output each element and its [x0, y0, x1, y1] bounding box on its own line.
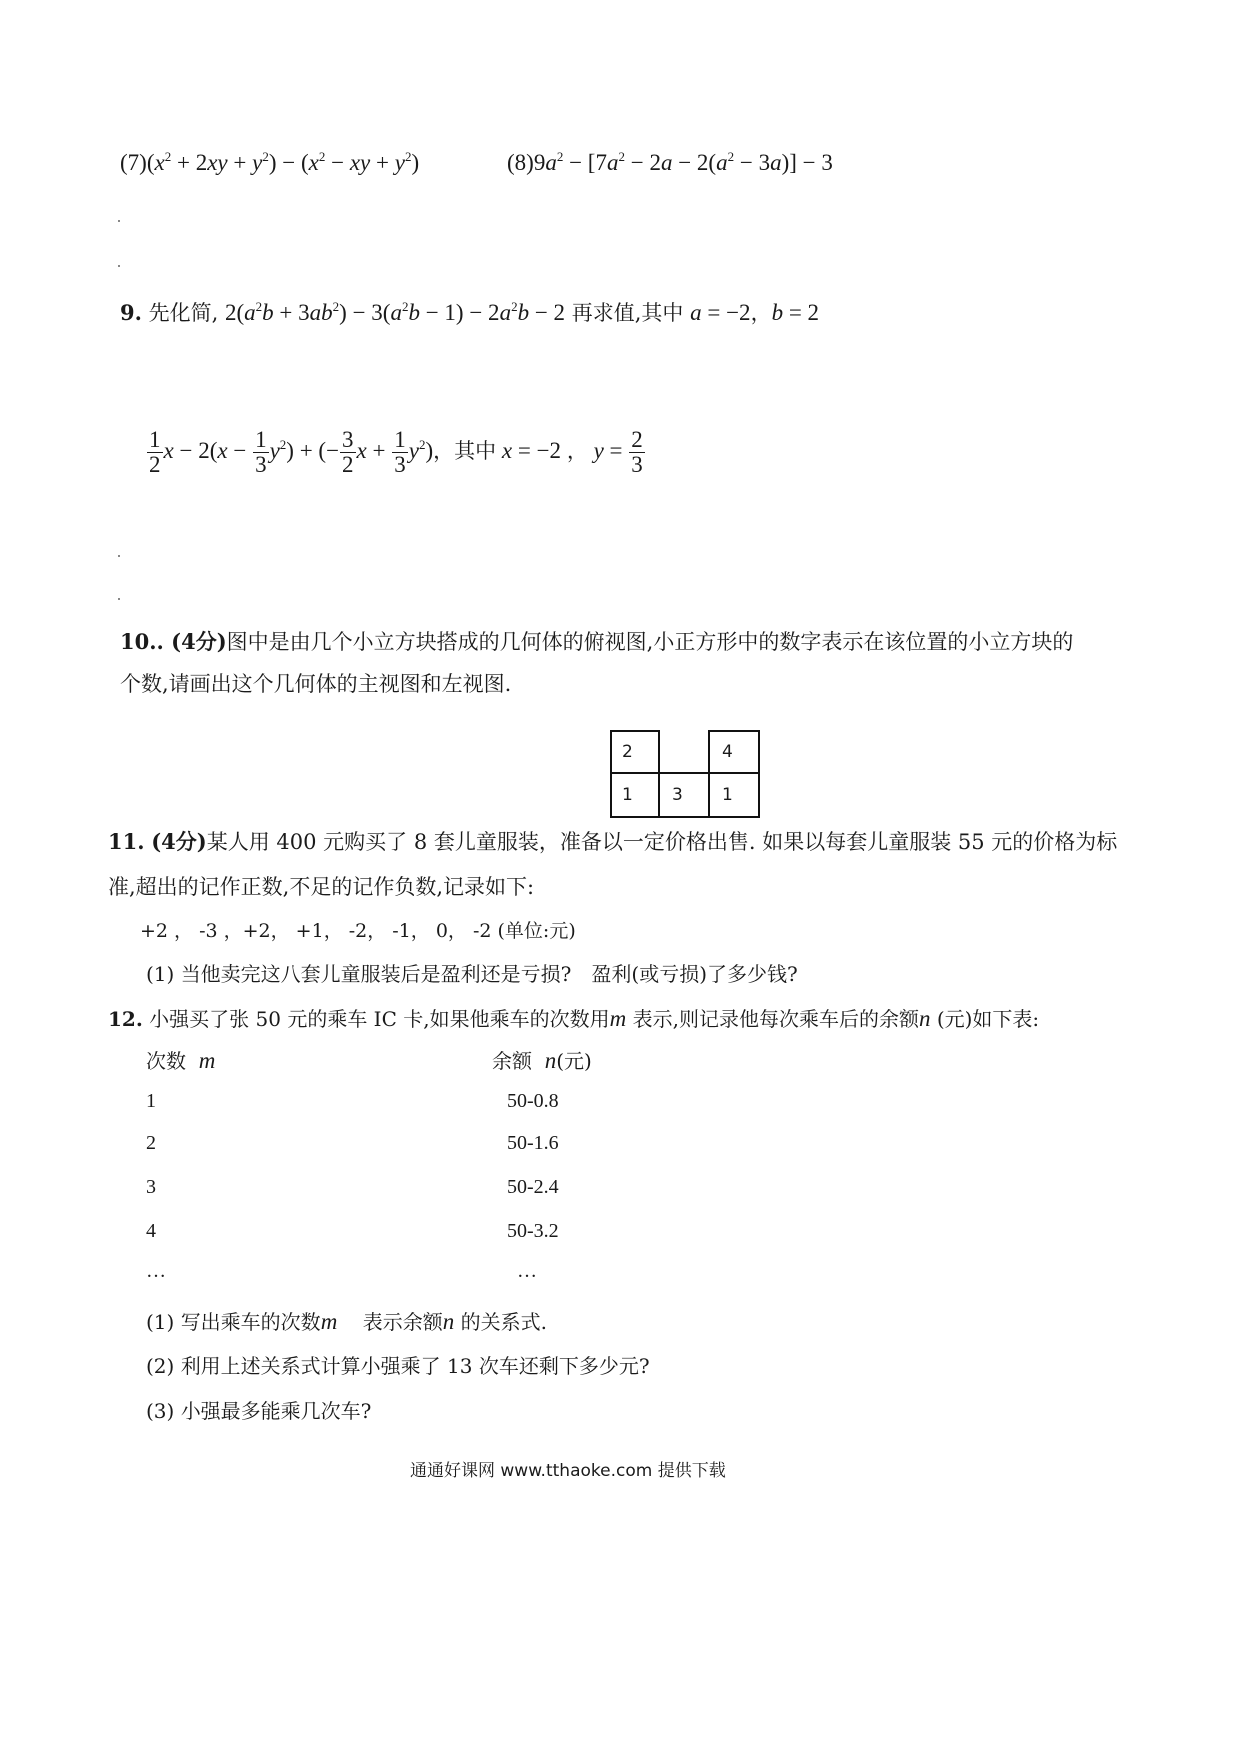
question-11-text-1: 某人用 400 元购买了 8 套儿童服装，准备以一定价格出售. 如果以每套儿童服装 55 元的价格为标	[206, 830, 1118, 854]
question-9-sep: ，	[750, 301, 772, 325]
question-12-sub-1	[146, 1306, 547, 1335]
grid-cell-top-1: 2	[622, 742, 633, 762]
question-12-sub-3-text: (3) 小强最多能乘几次车?	[146, 1399, 372, 1423]
question-9-sub-where: ，其中	[433, 438, 497, 463]
table-row-3-balance: 50-2.4	[507, 1176, 559, 1198]
table-row-2-count: 2	[146, 1132, 156, 1154]
question-10-number: 10.	[120, 629, 157, 654]
question-12-sub-1-var-m: m	[320, 1309, 338, 1334]
question-11-number: 11.	[108, 829, 145, 854]
question-12-text-b: 表示,则记录他每次乘车后的余额	[632, 1007, 919, 1031]
question-11-record-text: +2 ， -3 ，+2， +1， -2， -1， 0， -2 (单位:元)	[140, 920, 576, 942]
question-10-points: . (4分)	[156, 629, 227, 654]
question-11-points: (4分)	[151, 829, 207, 854]
question-12-sub-1-b: 表示余额	[362, 1310, 443, 1334]
question-12-sub-1-a: (1) 写出乘车的次数	[146, 1310, 321, 1334]
grid-cell-bottom-3: 1	[722, 785, 733, 805]
problem-8: $(8)9a^2 - [7a^2 - 2a - 2(a^2 - 3a)] - 3$	[507, 149, 833, 175]
question-12-sub-1-var-n: n	[442, 1309, 455, 1334]
question-9-sub-sep: ，	[566, 438, 588, 463]
question-12-sub-2	[146, 1350, 650, 1379]
question-12-text-c: (元)如下表:	[936, 1007, 1040, 1031]
table-row-1-balance: 50-0.8	[507, 1090, 559, 1112]
problem-7: $(7)(x^2 + 2xy + y^2) - (x^2$ − xy + $y^2$)	[120, 149, 420, 175]
top-view-grid	[610, 730, 762, 822]
question-12-number: 12.	[108, 1007, 143, 1031]
grid-cell-bottom-2: 3	[672, 785, 683, 805]
question-12-var-n: n	[918, 1006, 931, 1031]
question-9: 9. 先化简, $2(a^2b + 3ab^2) - 3(a^2b - 1) - 2a^2b - 2$ 再求值,其中 a = −2，b = 2	[120, 299, 820, 325]
table-header-balance	[492, 1045, 592, 1074]
table-row-4-count: 4	[146, 1220, 156, 1242]
question-9-then: 再求值,其中	[571, 301, 684, 325]
table-header-count-var: m	[198, 1048, 216, 1073]
grid-cell-bottom-1: 1	[622, 785, 633, 805]
table-header-balance-label: 余额	[492, 1049, 532, 1073]
question-11-text-2: 准,超出的记作正数,不足的记作负数,记录如下:	[108, 875, 535, 899]
table-row-4-balance: 50-3.2	[507, 1220, 559, 1242]
margin-dot	[118, 265, 120, 267]
question-9-expression-2: $\frac{1}{2}$ x − 2(x − $\frac{1}{3}$ $y^2$) + (− $\frac{3}{2}$ x + $\frac{1}{3}$ $y^2$)，其中 x = −2 ， y = $\frac{2}{3}$	[149, 427, 643, 478]
table-row-3-count: 3	[146, 1176, 156, 1198]
margin-dot	[118, 598, 120, 600]
question-11-sub-1	[146, 958, 798, 987]
table-header-balance-var: n	[544, 1048, 557, 1073]
margin-dot	[118, 220, 120, 222]
question-12-sub-1-c: 的关系式.	[460, 1310, 547, 1334]
table-header-balance-unit: (元)	[556, 1049, 592, 1073]
page-footer	[410, 1456, 726, 1481]
table-header-count	[146, 1045, 215, 1074]
table-header-count-label: 次数	[146, 1049, 186, 1073]
margin-dot	[118, 555, 120, 557]
question-11-line-1	[108, 826, 1117, 856]
question-12-text-a: 小强买了张 50 元的乘车 IC 卡,如果他乘车的次数用	[149, 1007, 610, 1031]
question-10-line-1	[120, 626, 1073, 656]
question-12-var-m: m	[609, 1006, 627, 1031]
problem-7-label: (7)	[120, 150, 147, 175]
table-row-5-count: …	[146, 1260, 166, 1282]
question-12-line-1	[108, 1003, 1039, 1032]
question-11-sub-1-text: (1) 当他卖完这八套儿童服装后是盈利还是亏损? 盈利(或亏损)了多少钱?	[146, 962, 798, 986]
table-row-1-count: 1	[146, 1090, 156, 1112]
question-11-record	[140, 916, 576, 943]
question-10-text-1: 图中是由几个小立方块搭成的几何体的俯视图,小正方形中的数字表示在该位置的小立方块的	[226, 630, 1074, 654]
problem-8-label: (8)	[507, 150, 534, 175]
question-9-prompt: 先化简,	[148, 301, 219, 325]
question-10-line-2	[120, 668, 511, 698]
question-12-sub-3	[146, 1395, 371, 1424]
page-footer-text: 通通好课网 www.tthaoke.com 提供下载	[410, 1461, 726, 1481]
question-10-text-2: 个数,请画出这个几何体的主视图和左视图.	[120, 672, 512, 696]
table-row-2-balance: 50-1.6	[507, 1132, 559, 1154]
grid-cell-top-3: 4	[722, 742, 733, 762]
question-11-line-2	[108, 871, 534, 901]
question-9-number: 9.	[120, 300, 142, 325]
table-row-5-balance: …	[517, 1260, 537, 1282]
question-12-sub-2-text: (2) 利用上述关系式计算小强乘了 13 次车还剩下多少元?	[146, 1354, 650, 1378]
